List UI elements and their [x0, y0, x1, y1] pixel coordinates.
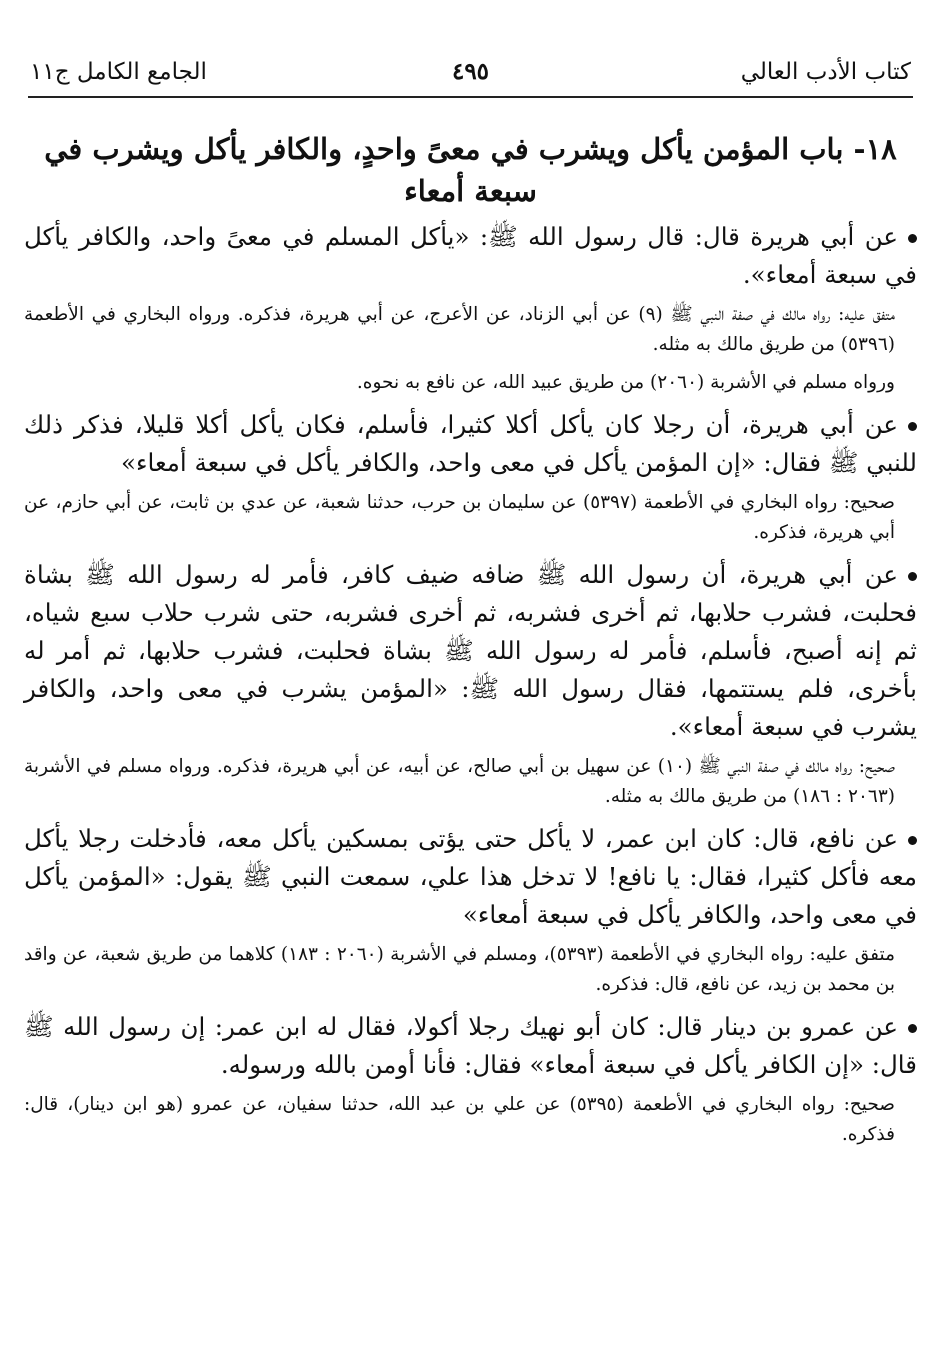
- takhrij-note: صحيح: رواه البخاري في الأطعمة (٥٣٩٥) عن علي بن عبد الله، حدثنا سفيان، عن عمرو (هو ابن دينار)، قال: فذكره.: [24, 1094, 895, 1145]
- hadith-text: [24, 1008, 917, 1084]
- bullet-icon: [908, 836, 917, 845]
- takhrij-note: متفق عليه: رواه مالك في صفة النبي ﷺ (٩) عن أبي الزناد، عن الأعرج، عن أبي هريرة، فذكره. ورواه البخاري في الأطعمة (٥٣٩٦) من طريق مالك به مثله.: [24, 304, 895, 355]
- volume-label: الجامع الكامل ج١١: [30, 59, 207, 85]
- page-number: ٤٩٥: [451, 58, 490, 85]
- hadith-1: عن أبي هريرة قال: قال رسول الله ﷺ: «يأكل المسلم في معىً واحد، والكافر يأكل في سبعة أمعاء».: [24, 222, 917, 289]
- hadith-5: عن عمرو بن دينار قال: كان أبو نهيك رجلا أكولا، فقال له ابن عمر: إن رسول الله ﷺ قال: «إن الكافر يأكل في سبعة أمعاء» فقال: فأنا أومن بالله ورسوله.: [24, 1012, 917, 1079]
- bullet-icon: [908, 572, 917, 581]
- hadith-4: عن نافع، قال: كان ابن عمر، لا يأكل حتى يؤتى بمسكين يأكل معه، فأدخلت رجلا يأكل معه فأكل كثيرا، فقال: يا نافع! لا تدخل هذا علي، سمعت النبي ﷺ يقول: «المؤمن يأكل في معى واحد، والكافر يأكل في سبعة أمعاء»: [24, 824, 917, 929]
- takhrij-note: صحيح: رواه البخاري في الأطعمة (٥٣٩٧) عن سليمان بن حرب، حدثنا شعبة، عن عدي بن ثابت، عن أبي حازم، عن أبي هريرة، فذكره.: [24, 492, 895, 543]
- takhrij-note: متفق عليه: رواه البخاري في الأطعمة (٥٣٩٣)، ومسلم في الأشربة (٢٠٦٠ : ١٨٣) كلاهما من طريق شعبة، عن واقد بن محمد بن زيد، عن نافع، قال: فذكره.: [24, 944, 895, 995]
- page-body: [24, 128, 917, 1158]
- bullet-icon: [908, 1024, 917, 1033]
- book-title: كتاب الأدب العالي: [740, 59, 911, 85]
- page-header: [30, 56, 911, 96]
- hadith-2: عن أبي هريرة، أن رجلا كان يأكل أكلا كثيرا، فأسلم، فكان يأكل أكلا قليلا، فذكر ذلك للنبي ﷺ فقال: «إن المؤمن يأكل في معى واحد، والكافر يأكل في سبعة أمعاء»: [24, 410, 917, 477]
- header-rule: [28, 96, 913, 98]
- hadith-text: [24, 218, 917, 294]
- hadith-text: [24, 556, 917, 746]
- hadith-text: [24, 406, 917, 482]
- takhrij-note: ورواه مسلم في الأشربة (٢٠٦٠) من طريق عبيد الله، عن نافع به نحوه.: [356, 372, 895, 393]
- hadith-text: [24, 820, 917, 934]
- hadith-3: عن أبي هريرة، أن رسول الله ﷺ ضافه ضيف كافر، فأمر له رسول الله ﷺ بشاة فحلبت، فشرب حلابها، ثم أخرى فشربه، ثم أخرى فشربه، حتى شرب حلاب سبع شياه، ثم إنه أصبح، فأسلم، فأمر له رسول الله ﷺ بشاة فحلبت، فشرب حلابها، ثم أمر له بأخرى، فلم يستتمها، فقال رسول الله ﷺ: «المؤمن يشرب في معى واحد، والكافر يشرب في سبعة أمعاء».: [24, 560, 917, 741]
- bullet-icon: [908, 234, 917, 243]
- bullet-icon: [908, 422, 917, 431]
- takhrij-note: صحيح: رواه مالك في صفة النبي ﷺ (١٠) عن سهيل بن أبي صالح، عن أبيه، عن أبي هريرة، فذكره. ورواه مسلم في الأشربة (٢٠٦٣ : ١٨٦) من طريق مالك به مثله.: [24, 756, 895, 807]
- chapter-title: ١٨- باب المؤمن يأكل ويشرب في معىً واحدٍ، والكافر يأكل ويشرب في سبعة أمعاء: [44, 132, 897, 208]
